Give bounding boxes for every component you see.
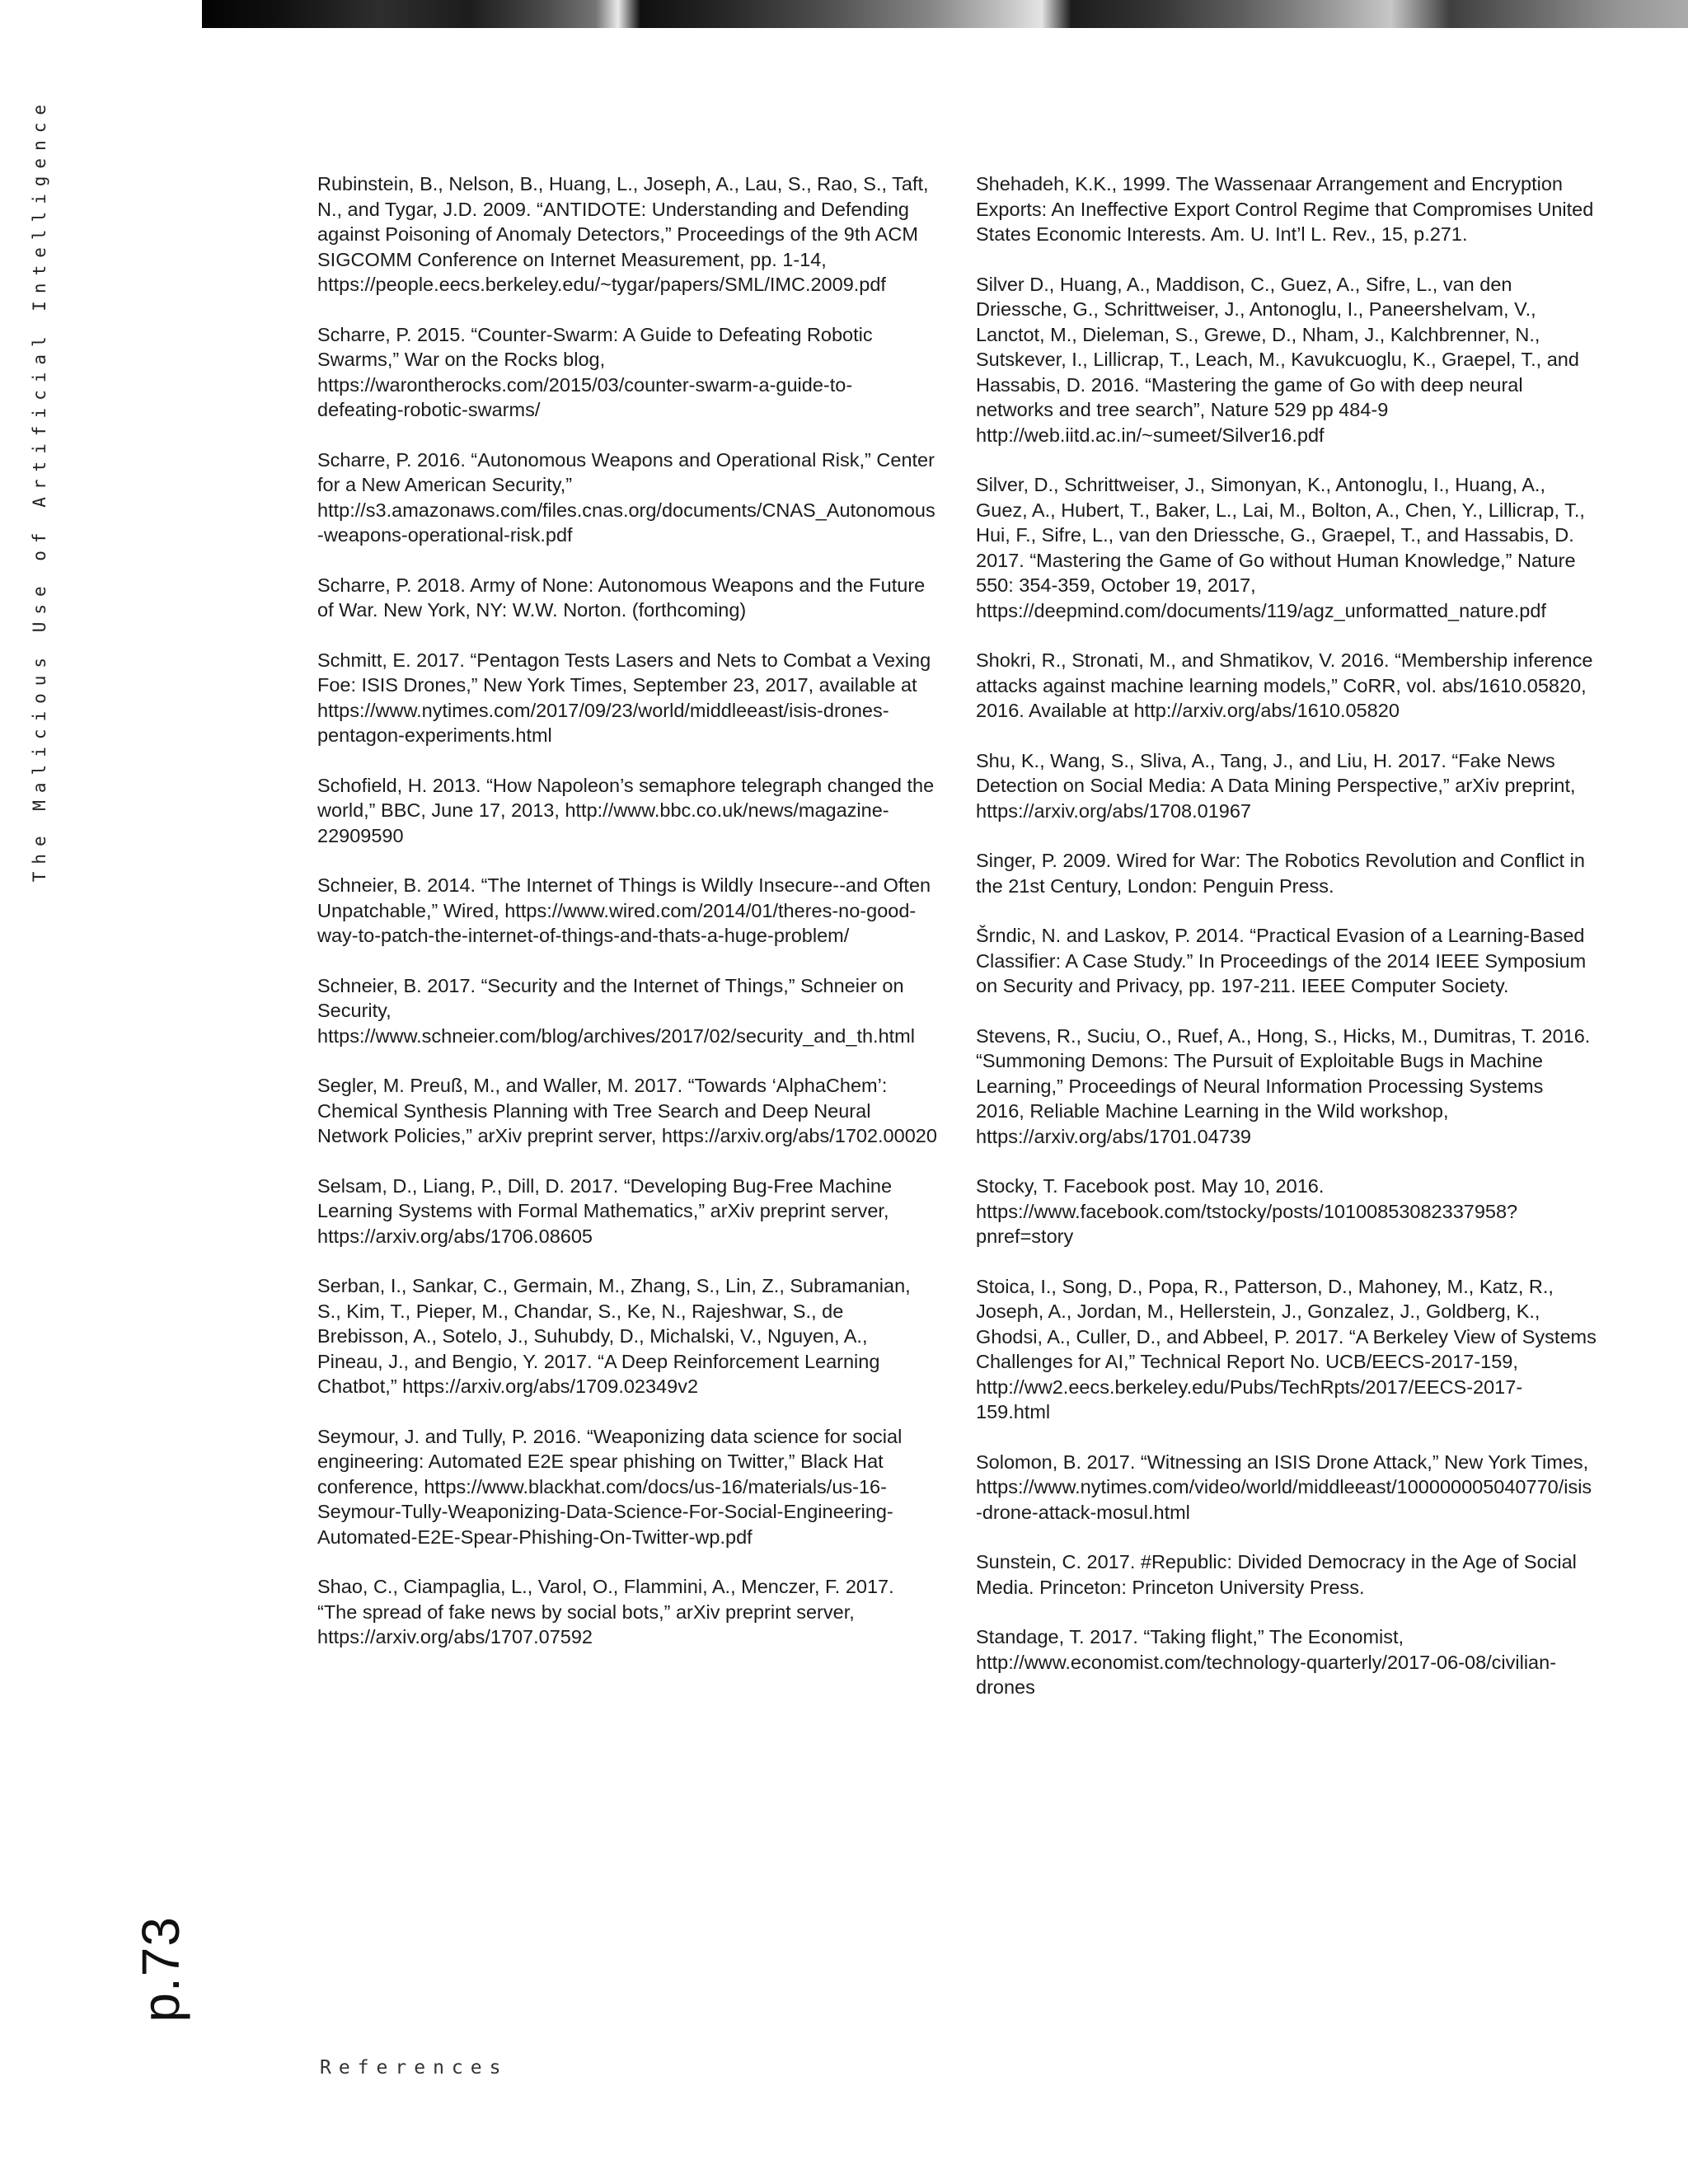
reference-item: Standage, T. 2017. “Taking flight,” The Economist, http://www.economist.com/technology-quarterly/2017-06-08/civilian-drones <box>976 1626 1557 1698</box>
reference-item: Stoica, I., Song, D., Popa, R., Patterson, D., Mahoney, M., Katz, R., Joseph, A., Jordan, M., Hellerstein, J., Gonzalez, J., Goldberg, K., Ghodsi, A., Culler, D., and Abbeel, P. 2017. “A Berkeley View of Systems Challenges for AI,” Technical Report No. UCB/EECS-2017-159, http://ww2.eecs.berkeley.edu/Pubs/TechRpts/2017/EECS-2017-159.html <box>976 1275 1597 1422</box>
reference-item: Stocky, T. Facebook post. May 10, 2016. https://www.facebook.com/tstocky/posts/10100853082337958?pnref=story <box>976 1175 1518 1247</box>
references-right-column <box>976 171 1597 1725</box>
reference-item: Stevens, R., Suciu, O., Ruef, A., Hong, S., Hicks, M., Dumitras, T. 2016. “Summoning Demons: The Pursuit of Exploitable Bugs in Machine Learning,” Proceedings of Neural Information Processing Systems 2016, Reliable Machine Learning in the Wild workshop, https://arxiv.org/abs/1701.04739 <box>976 1024 1591 1147</box>
decorative-gradient-bar <box>202 0 1688 28</box>
section-footer-label: References <box>320 2057 509 2079</box>
page-number: p.73 <box>131 1916 190 2022</box>
reference-item: Sunstein, C. 2017. #Republic: Divided Democracy in the Age of Social Media. Princeton: Princeton University Press. <box>976 1551 1577 1598</box>
reference-item: Shokri, R., Stronati, M., and Shmatikov, V. 2016. “Membership inference attacks against machine learning models,” CoRR, vol. abs/1610.05820, 2016. Available at http://arxiv.org/abs/1610.05820 <box>976 649 1593 721</box>
reference-item: Silver D., Huang, A., Maddison, C., Guez, A., Sifre, L., van den Driessche, G., Schrittweiser, J., Antonoglu, I., Paneershelvam, V., Lanctot, M., Dieleman, S., Grewe, D., Nham, J., Kalchbrenner, N., Sutskever, I., Lillicrap, T., Leach, M., Kavukcuoglu, K., Graepel, T., and Hassabis, D. 2016. “Mastering the game of Go with deep neural networks and tree search”, Nature 529 pp 484-9 http://web.iitd.ac.in/~sumeet/Silver16.pdf <box>976 273 1579 446</box>
reference-item: Scharre, P. 2015. “Counter-Swarm: A Guide to Defeating Robotic Swarms,” War on the Rocks blog, https://warontherocks.com/2015/03/counter-swarm-a-guide-to-defeating-robotic-swarms/ <box>317 323 873 420</box>
reference-item: Shehadeh, K.K., 1999. The Wassenaar Arrangement and Encryption Exports: An Ineffective Export Control Regime that Compromises United States Economic Interests. Am. U. Int’l L. Rev., 15, p.271. <box>976 173 1594 245</box>
reference-item: Singer, P. 2009. Wired for War: The Robotics Revolution and Conflict in the 21st Century, London: Penguin Press. <box>976 850 1585 897</box>
sidebar-vertical-title: The Malicious Use of Artificial Intelligence <box>30 97 49 883</box>
reference-item: Scharre, P. 2016. “Autonomous Weapons and Operational Risk,” Center for a New American Security,” http://s3.amazonaws.com/files.cnas.org/documents/CNAS_Autonomous-weapons-operational-risk.pdf <box>317 448 935 546</box>
references-left-column <box>317 171 938 1725</box>
reference-item: Solomon, B. 2017. “Witnessing an ISIS Drone Attack,” New York Times, https://www.nytimes.com/video/world/middleeast/100000005040770/isis-drone-attack-mosul.html <box>976 1451 1592 1523</box>
reference-item: Rubinstein, B., Nelson, B., Huang, L., Joseph, A., Lau, S., Rao, S., Taft, N., and Tygar, J.D. 2009. “ANTIDOTE: Understanding and Defending against Poisoning of Anomaly Detectors,” Proceedings of the 9th ACM SIGCOMM Conference on Internet Measurement, pp. 1-14, https://people.eecs.berkeley.edu/~tygar/papers/SML/IMC.2009.pdf <box>317 173 929 295</box>
reference-item: Schneier, B. 2017. “Security and the Internet of Things,” Schneier on Security, https://www.schneier.com/blog/archives/2017/02/security_and_th.html <box>317 974 915 1047</box>
reference-item: Serban, I., Sankar, C., Germain, M., Zhang, S., Lin, Z., Subramanian, S., Kim, T., Pieper, M., Chandar, S., Ke, N., Rajeshwar, S., de Brebisson, A., Sotelo, J., Suhubdy, D., Michalski, V., Nguyen, A., Pineau, J., and Bengio, Y. 2017. “A Deep Reinforcement Learning Chatbot,” https://arxiv.org/abs/1709.02349v2 <box>317 1275 911 1397</box>
references-columns <box>317 171 1597 1725</box>
reference-item: Segler, M. Preuß, M., and Waller, M. 2017. “Towards ‘AlphaChem’: Chemical Synthesis Planning with Tree Search and Deep Neural Network Policies,” arXiv preprint server, https://arxiv.org/abs/1702.00020 <box>317 1075 937 1146</box>
reference-item: Schmitt, E. 2017. “Pentagon Tests Lasers and Nets to Combat a Vexing Foe: ISIS Drones,” New York Times, September 23, 2017, available at https://www.nytimes.com/2017/09/23/world/middleeast/isis-drones-pentagon-experiments.html <box>317 649 931 746</box>
reference-item: Shu, K., Wang, S., Sliva, A., Tang, J., and Liu, H. 2017. “Fake News Detection on Social Media: A Data Mining Perspective,” arXiv preprint, https://arxiv.org/abs/1708.01967 <box>976 749 1576 822</box>
reference-item: Silver, D., Schrittweiser, J., Simonyan, K., Antonoglu, I., Huang, A., Guez, A., Hubert, T., Baker, L., Lai, M., Bolton, A., Chen, Y., Lillicrap, T., Hui, F., Sifre, L., van den Driessche, G., Graepel, T., and Hassabis, D. 2017. “Mastering the Game of Go without Human Knowledge,” Nature 550: 354-359, October 19, 2017, https://deepmind.com/documents/119/agz_unformatted_nature.pdf <box>976 474 1585 621</box>
reference-item: Schofield, H. 2013. “How Napoleon’s semaphore telegraph changed the world,” BBC, June 17, 2013, http://www.bbc.co.uk/news/magazine-22909590 <box>317 774 935 846</box>
reference-item: Selsam, D., Liang, P., Dill, D. 2017. “Developing Bug-Free Machine Learning Systems with Formal Mathematics,” arXiv preprint server, https://arxiv.org/abs/1706.08605 <box>317 1174 893 1247</box>
reference-item: Seymour, J. and Tully, P. 2016. “Weaponizing data science for social engineering: Automated E2E spear phishing on Twitter,” Black Hat conference, https://www.blackhat.com/docs/us-16/materials/us-16-Seymour-Tully-Weaponizing-Data-Science-For-Social-Engineering-Automated-E2E-Spear-Phishing-On-Twitter-wp.pdf <box>317 1425 903 1548</box>
reference-item: Schneier, B. 2014. “The Internet of Things is Wildly Insecure--and Often Unpatchable,” Wired, https://www.wired.com/2014/01/theres-no-good-way-to-patch-the-internet-of-things-and-thats-a-huge-problem/ <box>317 874 931 946</box>
reference-item: Šrndic, N. and Laskov, P. 2014. “Practical Evasion of a Learning-Based Classifier: A Case Study.” In Proceedings of the 2014 IEEE Symposium on Security and Privacy, pp. 197-211. IEEE Computer Society. <box>976 925 1587 996</box>
reference-item: Shao, C., Ciampaglia, L., Varol, O., Flammini, A., Menczer, F. 2017. “The spread of fake news by social bots,” arXiv preprint server, https://arxiv.org/abs/1707.07592 <box>317 1576 894 1647</box>
reference-item: Scharre, P. 2018. Army of None: Autonomous Weapons and the Future of War. New York, NY: W.W. Norton. (forthcoming) <box>317 574 926 621</box>
